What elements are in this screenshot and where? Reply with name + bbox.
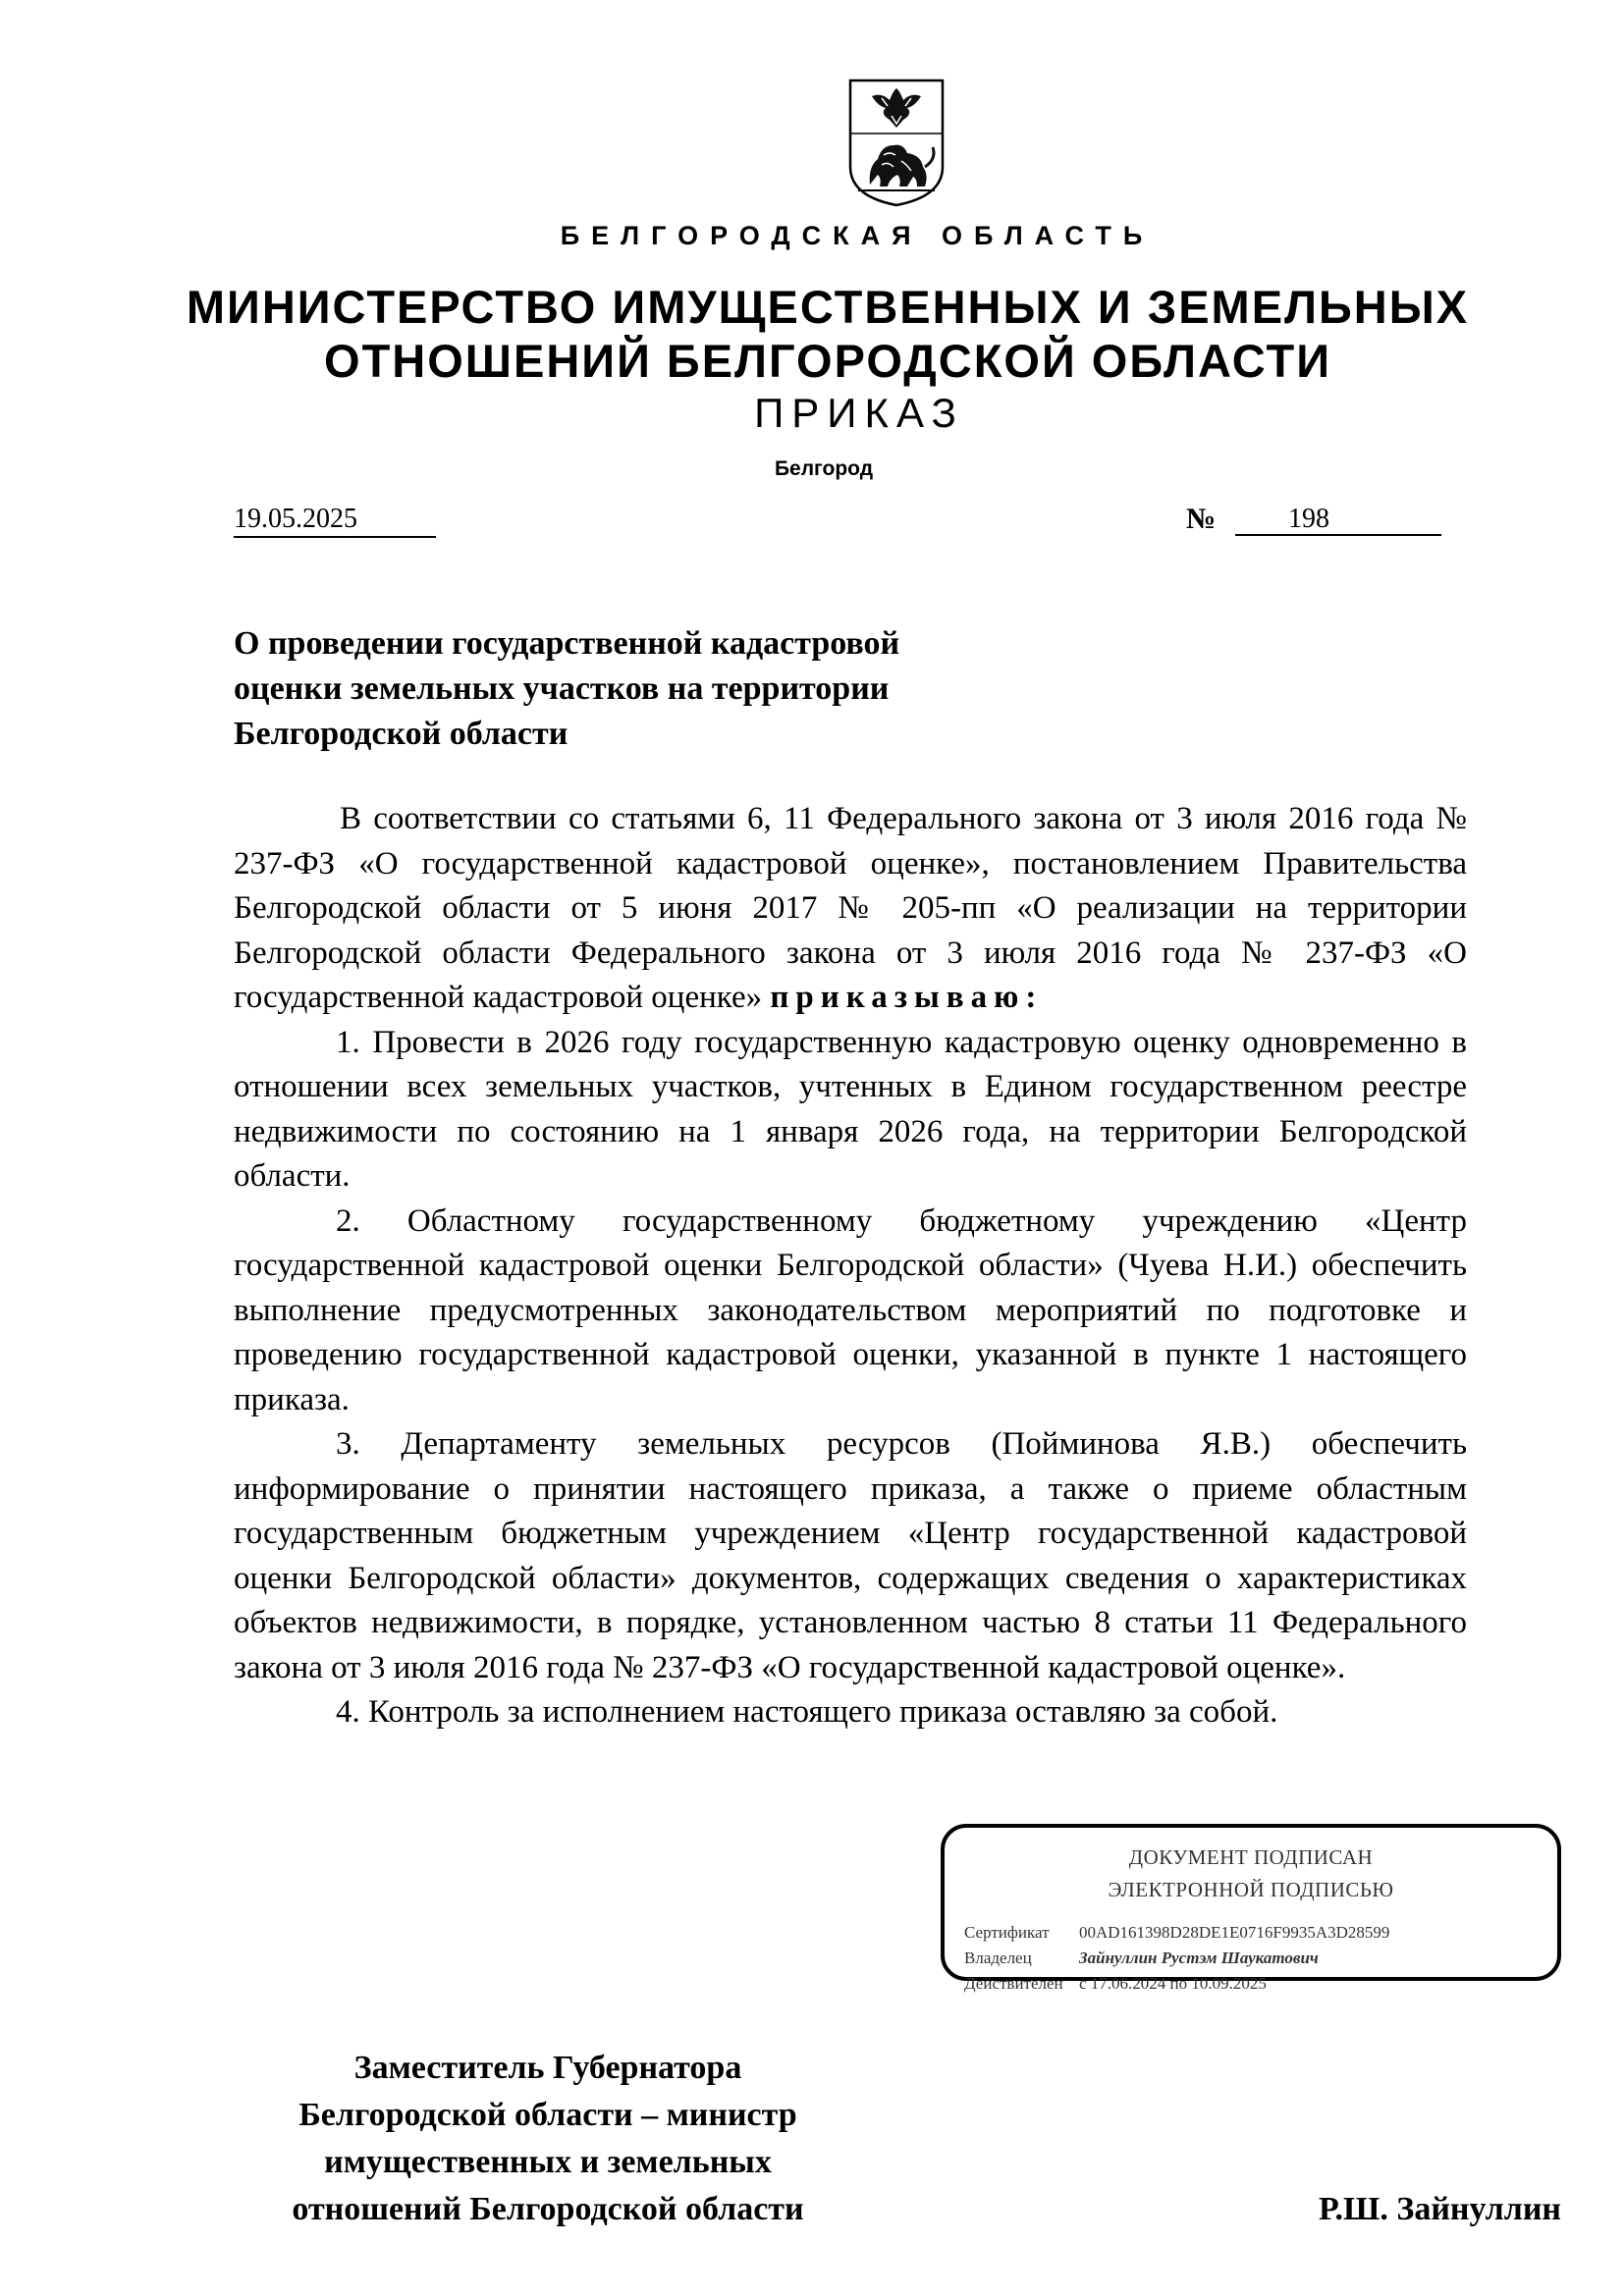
- number-sign: №: [1186, 503, 1217, 535]
- document-type: ПРИКАЗ: [754, 390, 964, 436]
- stamp-validity-row: [964, 1973, 1267, 1995]
- ministry-title-line1: МИНИСТЕРСТВО ИМУЩЕСТВЕННЫХ И ЗЕМЕЛЬНЫХ: [186, 281, 1470, 333]
- stamp-heading-line1: ДОКУМЕНТ ПОДПИСАН: [1128, 1845, 1374, 1869]
- stamp-heading-line2: ЭЛЕКТРОННОЙ ПОДПИСЬЮ: [1108, 1878, 1394, 1901]
- signer-position-line1: Заместитель Губернатора: [353, 2050, 742, 2086]
- subject-line3: Белгородской области: [234, 716, 568, 752]
- list-item: 1. Провести в 2026 году государственную кадастровую оценку одновременно в отношении всех земельных участков, учтенных в Едином государственном реестре недвижимости по состоянию на 1 января 2026 года, на территории Белгородской области.: [234, 1024, 1467, 1194]
- signer-position-line3: имущественных и земельных: [324, 2144, 772, 2180]
- certificate-label: Сертификат: [964, 1923, 1050, 1942]
- document-number: 198: [1235, 503, 1441, 536]
- document-body: [234, 797, 1467, 1735]
- certificate-value: 00AD161398D28DE1E0716F9935A3D28599: [1079, 1923, 1390, 1942]
- signer-name: Р.Ш. Зайнуллин: [1319, 2191, 1561, 2227]
- preamble-text: В соответствии со статьями 6, 11 Федерального закона от 3 июля 2016 года № 237-ФЗ «О государственной кадастровой оценке», постановлением Правительства Белгородской области от 5 июня 2017 № 205-пп «О реализации на территории Белгородской области Федерального закона от 3 июля 2016 года № 237-ФЗ «О государственной кадастровой оценке»: [234, 801, 1467, 1015]
- stamp-owner-row: [964, 1948, 1319, 1969]
- ministry-title: [0, 280, 1624, 388]
- owner-label: Владелец: [964, 1949, 1032, 1967]
- coat-of-arms-icon: [842, 77, 950, 209]
- document-date: [234, 503, 436, 538]
- list-item: 3. Департаменту земельных ресурсов (Пойминова Я.В.) обеспечить информирование о принятии настоящего приказа, а также о приеме областным государственным бюджетным учреждением «Центр государственной кадастровой оценки Белгородской области» документов, содержащих сведения о характеристиках объектов недвижимости, в порядке, установленном частью 8 статьи 11 Федерального закона от 3 июля 2016 года № 237-ФЗ «О государственной кадастровой оценке».: [234, 1426, 1467, 1685]
- signer-position-line4: отношений Белгородской области: [292, 2191, 804, 2227]
- city: Белгород: [774, 457, 874, 480]
- owner-value: Зайнуллин Рустэм Шаукатович: [1079, 1949, 1319, 1967]
- list-item: 2. Областному государственному бюджетному учреждению «Центр государственной кадастровой оценки Белгородской области» (Чуева Н.И.) обеспечить выполнение предусмотренных законодательством мероприятий по подготовке и проведению государственной кадастровой оценки, указанной в пункте 1 настоящего приказа.: [234, 1202, 1467, 1417]
- decree-word: приказываю:: [770, 980, 1044, 1015]
- preamble-paragraph: [234, 797, 1467, 1021]
- electronic-signature-stamp: [941, 1824, 1561, 1993]
- signer-position: [234, 2045, 862, 2233]
- region-title: БЕЛГОРОДСКАЯ ОБЛАСТЬ: [560, 221, 1155, 250]
- validity-value: с 17.06.2024 по 10.09.2025: [1079, 1974, 1267, 1993]
- subject-line2: оценки земельных участков на территории: [234, 670, 890, 707]
- list-item: 4. Контроль за исполнением настоящего приказа оставляю за собой.: [336, 1694, 1278, 1730]
- stamp-heading: [945, 1842, 1557, 1906]
- document-date-value: 19.05.2025: [234, 504, 357, 534]
- document-subject: [234, 621, 1117, 757]
- stamp-certificate-row: [964, 1922, 1389, 1944]
- subject-line1: О проведении государственной кадастровой: [234, 625, 900, 662]
- signer-position-line2: Белгородской области – министр: [298, 2097, 797, 2133]
- ministry-title-line2: ОТНОШЕНИЙ БЕЛГОРОДСКОЙ ОБЛАСТИ: [324, 335, 1331, 387]
- validity-label: Действителен: [964, 1974, 1063, 1993]
